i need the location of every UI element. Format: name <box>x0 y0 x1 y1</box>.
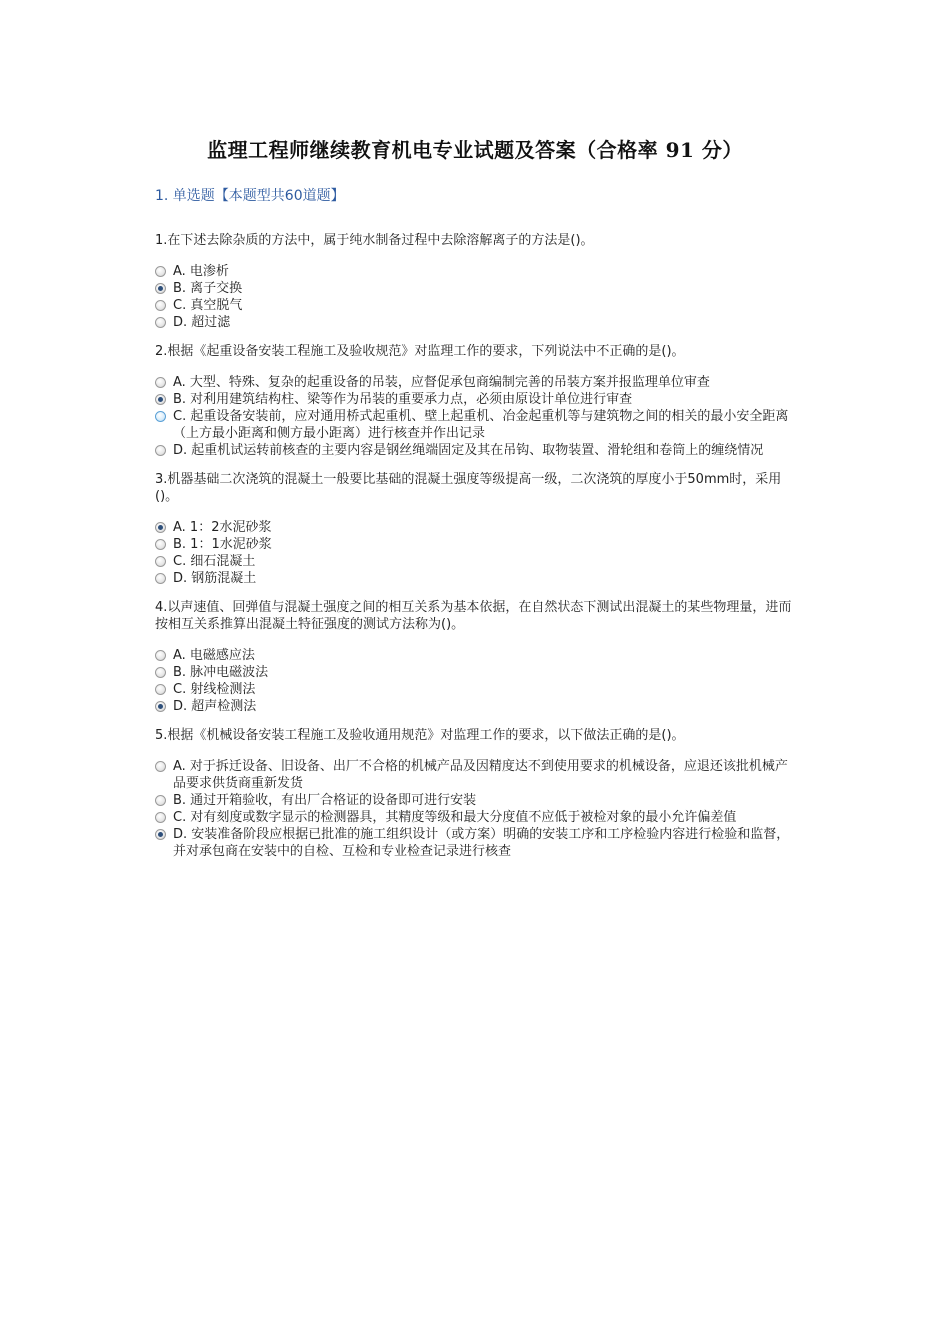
option-label: D. 超声检测法 <box>173 699 257 714</box>
option-label: C. 起重设备安装前，应对通用桥式起重机、壁上起重机、冶金起重机等与建筑物之间的相关的最小安全距离（上方最小距离和侧方最小距离）进行核查并作出记录 <box>173 409 789 441</box>
radio-button[interactable] <box>155 445 166 456</box>
radio-button[interactable] <box>155 701 166 712</box>
radio-button[interactable] <box>155 667 166 678</box>
option-label: B. 脉冲电磁波法 <box>173 665 269 680</box>
radio-button[interactable] <box>155 377 166 388</box>
option-b[interactable] <box>155 664 795 681</box>
option-a[interactable] <box>155 647 795 664</box>
option-c[interactable] <box>155 297 795 314</box>
option-label: D. 起重机试运转前核查的主要内容是钢丝绳端固定及其在吊钩、取物装置、滑轮组和卷筒上的缠绕情况 <box>173 443 764 458</box>
question-text: 2.根据《起重设备安装工程施工及验收规范》对监理工作的要求，下列说法中不正确的是()。 <box>155 344 685 359</box>
question-text: 5.根据《机械设备安装工程施工及验收通用规范》对监理工作的要求，以下做法正确的是()。 <box>155 728 685 743</box>
option-a[interactable] <box>155 263 795 280</box>
question-item <box>155 343 795 459</box>
radio-button[interactable] <box>155 539 166 550</box>
radio-button[interactable] <box>155 795 166 806</box>
option-a[interactable] <box>155 758 795 792</box>
radio-button[interactable] <box>155 522 166 533</box>
question-item <box>155 727 795 860</box>
option-label: C. 射线检测法 <box>173 682 256 697</box>
radio-button[interactable] <box>155 300 166 311</box>
option-label: C. 细石混凝土 <box>173 554 256 569</box>
radio-button[interactable] <box>155 684 166 695</box>
option-d[interactable] <box>155 314 795 331</box>
option-b[interactable] <box>155 280 795 297</box>
option-d[interactable] <box>155 698 795 715</box>
radio-button[interactable] <box>155 556 166 567</box>
option-label: B. 通过开箱验收，有出厂合格证的设备即可进行安装 <box>173 793 477 808</box>
radio-button[interactable] <box>155 266 166 277</box>
option-label: A. 大型、特殊、复杂的起重设备的吊装，应督促承包商编制完善的吊装方案并报监理单位审查 <box>173 375 710 390</box>
question-text: 3.机器基础二次浇筑的混凝土一般要比基础的混凝土强度等级提高一级，二次浇筑的厚度小于50mm时，采用()。 <box>155 472 782 504</box>
option-d[interactable] <box>155 442 795 459</box>
option-label: A. 电渗析 <box>173 264 229 279</box>
question-list <box>155 232 795 872</box>
option-a[interactable] <box>155 519 795 536</box>
option-c[interactable] <box>155 681 795 698</box>
option-label: B. 对利用建筑结构柱、梁等作为吊装的重要承力点，必须由原设计单位进行审查 <box>173 392 633 407</box>
radio-button[interactable] <box>155 573 166 584</box>
question-item <box>155 599 795 715</box>
option-d[interactable] <box>155 570 795 587</box>
option-label: C. 真空脱气 <box>173 298 243 313</box>
radio-button[interactable] <box>155 812 166 823</box>
section-header: 1. 单选题【本题型共60道题】 <box>155 188 345 204</box>
option-b[interactable] <box>155 792 795 809</box>
option-label: B. 1：1水泥砂浆 <box>173 537 272 552</box>
option-label: D. 超过滤 <box>173 315 231 330</box>
option-label: A. 对于拆迁设备、旧设备、出厂不合格的机械产品及因精度达不到使用要求的机械设备，应退还该批机械产品要求供货商重新发货 <box>173 759 788 791</box>
option-c[interactable] <box>155 408 795 442</box>
page-title: 监理工程师继续教育机电专业试题及答案（合格率 91 分） <box>207 138 743 162</box>
option-a[interactable] <box>155 374 795 391</box>
radio-button[interactable] <box>155 283 166 294</box>
question-text: 4.以声速值、回弹值与混凝土强度之间的相互关系为基本依据，在自然状态下测试出混凝土的某些物理量，进而按相互关系推算出混凝土特征强度的测试方法称为()。 <box>155 600 792 632</box>
option-b[interactable] <box>155 536 795 553</box>
radio-button[interactable] <box>155 650 166 661</box>
radio-button[interactable] <box>155 394 166 405</box>
question-text: 1.在下述去除杂质的方法中，属于纯水制备过程中去除溶解离子的方法是()。 <box>155 233 594 248</box>
radio-button[interactable] <box>155 317 166 328</box>
radio-button[interactable] <box>155 411 166 422</box>
option-b[interactable] <box>155 391 795 408</box>
option-label: B. 离子交换 <box>173 281 243 296</box>
radio-button[interactable] <box>155 829 166 840</box>
question-item <box>155 471 795 587</box>
option-label: C. 对有刻度或数字显示的检测器具，其精度等级和最大分度值不应低于被检对象的最小允许偏差值 <box>173 810 737 825</box>
option-label: A. 1：2水泥砂浆 <box>173 520 272 535</box>
option-label: D. 安装准备阶段应根据已批准的施工组织设计（或方案）明确的安装工序和工序检验内容进行检验和监督，并对承包商在安装中的自检、互检和专业检查记录进行核查 <box>173 827 790 859</box>
option-c[interactable] <box>155 809 795 826</box>
option-c[interactable] <box>155 553 795 570</box>
option-label: D. 钢筋混凝土 <box>173 571 257 586</box>
option-d[interactable] <box>155 826 795 860</box>
radio-button[interactable] <box>155 761 166 772</box>
question-item <box>155 232 795 331</box>
option-label: A. 电磁感应法 <box>173 648 255 663</box>
